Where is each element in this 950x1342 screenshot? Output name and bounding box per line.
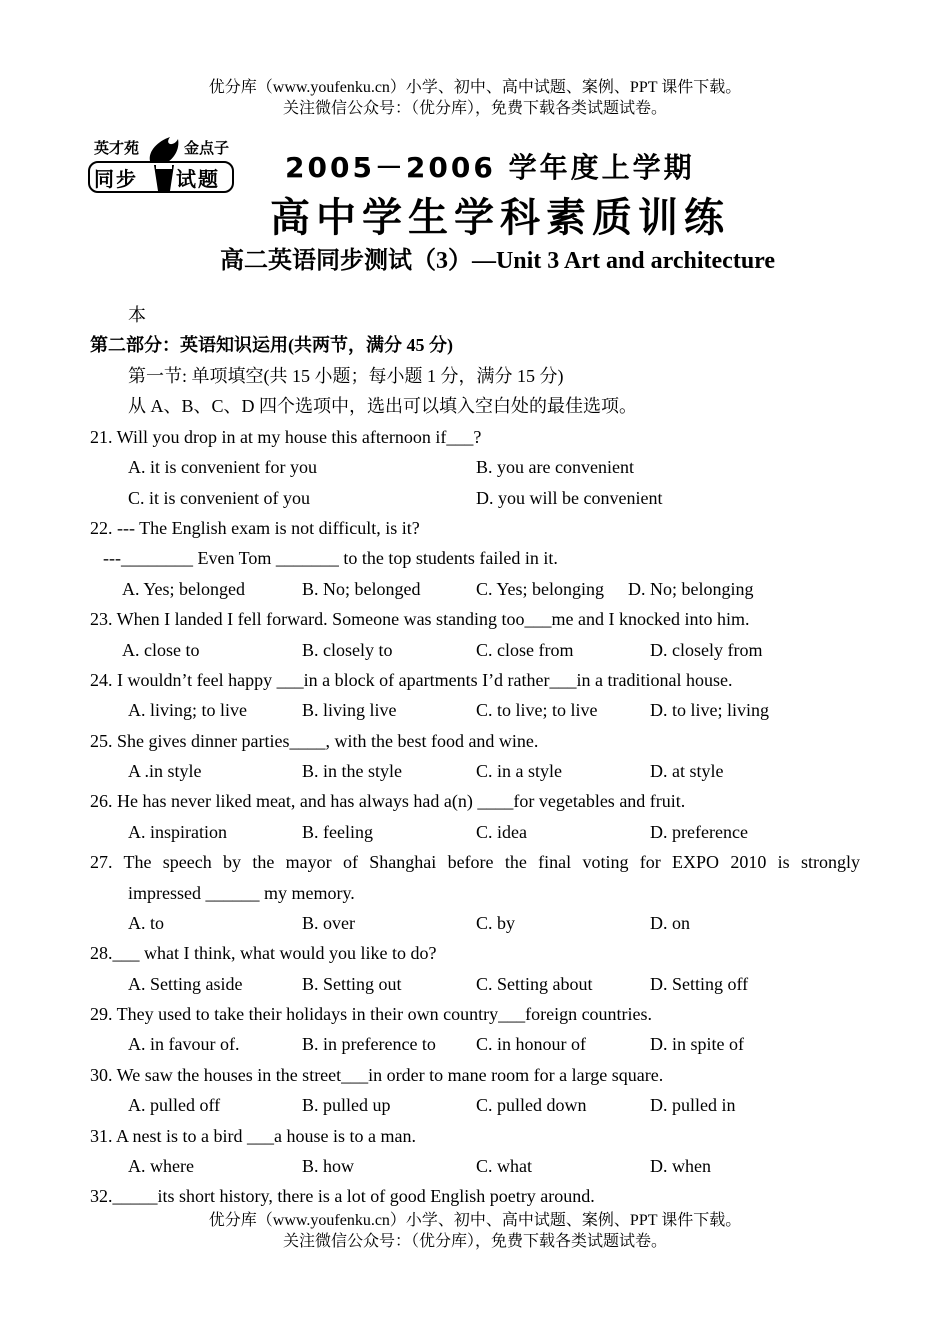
option-d: D. when [650, 1156, 711, 1176]
option-a: A. Setting aside [128, 974, 243, 994]
question-stem: 28.___ what I think, what would you like to do? [90, 943, 437, 963]
option-b: B. in preference to [302, 1034, 436, 1054]
option-a: A. Yes; belonged [122, 579, 246, 599]
option-d: D. on [650, 913, 690, 933]
option-c: C. in a style [476, 761, 562, 781]
option-c: C. to live; to live [476, 700, 598, 720]
option-c: C. idea [476, 822, 527, 842]
option-d: D. pulled in [650, 1095, 736, 1115]
question-stem: 30. We saw the houses in the street___in order to mane room for a large square. [90, 1065, 664, 1085]
footer-line-1: 优分库（www.youfenku.cn）小学、初中、高中试题、案例、PPT 课件下载。 [208, 1212, 742, 1229]
section-heading: 第一节: 单项填空(共 15 小题；每小题 1 分，满分 15 分) [128, 366, 564, 386]
main-title: 高中学生学科素质训练 [270, 195, 730, 241]
question-stem: 32._____its short history, there is a lot of good English poetry around. [90, 1186, 595, 1206]
logo-top-left: 英才苑 [94, 139, 140, 157]
logo-bottom-left: 同步 [94, 167, 138, 191]
option-a: A .in style [128, 761, 202, 781]
option-b: B. over [302, 913, 355, 933]
option-b: B. feeling [302, 822, 373, 842]
option-b: B. No; belonged [302, 579, 421, 599]
option-d: D. preference [650, 822, 748, 842]
question-stem: 25. She gives dinner parties____, with the best food and wine. [90, 731, 539, 751]
part-heading: 第二部分：英语知识运用(共两节，满分 45 分) [90, 335, 453, 355]
question-stem: 31. A nest is to a bird ___a house is to a man. [90, 1126, 416, 1146]
option-d: D. closely from [650, 640, 763, 660]
question-stem: 26. He has never liked meat, and has always had a(n) ____for vegetables and fruit. [90, 791, 686, 811]
stray-character: 本 [128, 305, 146, 325]
option-a: A. close to [122, 640, 200, 660]
option-b: B. Setting out [302, 974, 402, 994]
option-c: C. Yes; belonging [476, 579, 605, 599]
option-d: D. in spite of [650, 1034, 744, 1054]
question-stem: 23. When I landed I fell forward. Someone was standing too___me and I knocked into him. [90, 609, 750, 629]
option-d: D. you will be convenient [476, 488, 663, 508]
torch-icon [144, 135, 184, 193]
option-b: B. in the style [302, 761, 402, 781]
option-d: D. to live; living [650, 700, 769, 720]
option-d: D. No; belonging [628, 579, 754, 599]
option-c: C. by [476, 913, 516, 933]
option-b: B. how [302, 1156, 355, 1176]
option-a: A. inspiration [128, 822, 227, 842]
instruction: 从 A、B、C、D 四个选项中，选出可以填入空白处的最佳选项。 [128, 396, 638, 416]
option-c: C. pulled down [476, 1095, 587, 1115]
sub-title: 高二英语同步测试（3）—Unit 3 Art and architecture [219, 248, 776, 274]
question-stem-cont: impressed ______ my memory. [128, 883, 355, 903]
question-stem: 22. --- The English exam is not difficult, is it? [90, 518, 420, 538]
option-a: A. living; to live [128, 700, 247, 720]
option-b: B. closely to [302, 640, 393, 660]
option-c: C. what [476, 1156, 532, 1176]
question-stem: 21. Will you drop in at my house this afternoon if___? [90, 427, 482, 447]
option-a: A. where [128, 1156, 194, 1176]
option-b: B. you are convenient [476, 457, 634, 477]
option-b: B. living live [302, 700, 397, 720]
option-a: A. in favour of. [128, 1034, 240, 1054]
logo-bottom-right: 试题 [176, 167, 220, 191]
footer-line-2: 关注微信公众号：（优分库），免费下载各类试题试卷。 [282, 1233, 667, 1250]
option-c: C. in honour of [476, 1034, 586, 1054]
option-c: C. it is convenient of you [128, 488, 310, 508]
option-d: D. Setting off [650, 974, 749, 994]
option-a: A. it is convenient for you [128, 457, 317, 477]
header-line-1: 优分库（www.youfenku.cn）小学、初中、高中试题、案例、PPT 课件下载。 [208, 79, 742, 96]
question-stem: 27. The speech by the mayor of Shanghai before the final voting for EXPO 2010 is strongly [90, 852, 860, 872]
option-c: C. Setting about [476, 974, 593, 994]
option-c: C. close from [476, 640, 574, 660]
question-stem-cont: ---________ Even Tom _______ to the top students failed in it. [103, 548, 558, 568]
school-year: 2005－2006 学年度上学期 [285, 151, 695, 184]
option-b: B. pulled up [302, 1095, 391, 1115]
option-a: A. to [128, 913, 164, 933]
header-line-2: 关注微信公众号：（优分库），免费下载各类试题试卷。 [282, 100, 667, 117]
option-d: D. at style [650, 761, 724, 781]
option-a: A. pulled off [128, 1095, 221, 1115]
logo-top-right: 金点子 [184, 139, 230, 157]
question-stem: 29. They used to take their holidays in their own country___foreign countries. [90, 1004, 653, 1024]
question-stem: 24. I wouldn’t feel happy ___in a block of apartments I’d rather___in a traditional house. [90, 670, 733, 690]
